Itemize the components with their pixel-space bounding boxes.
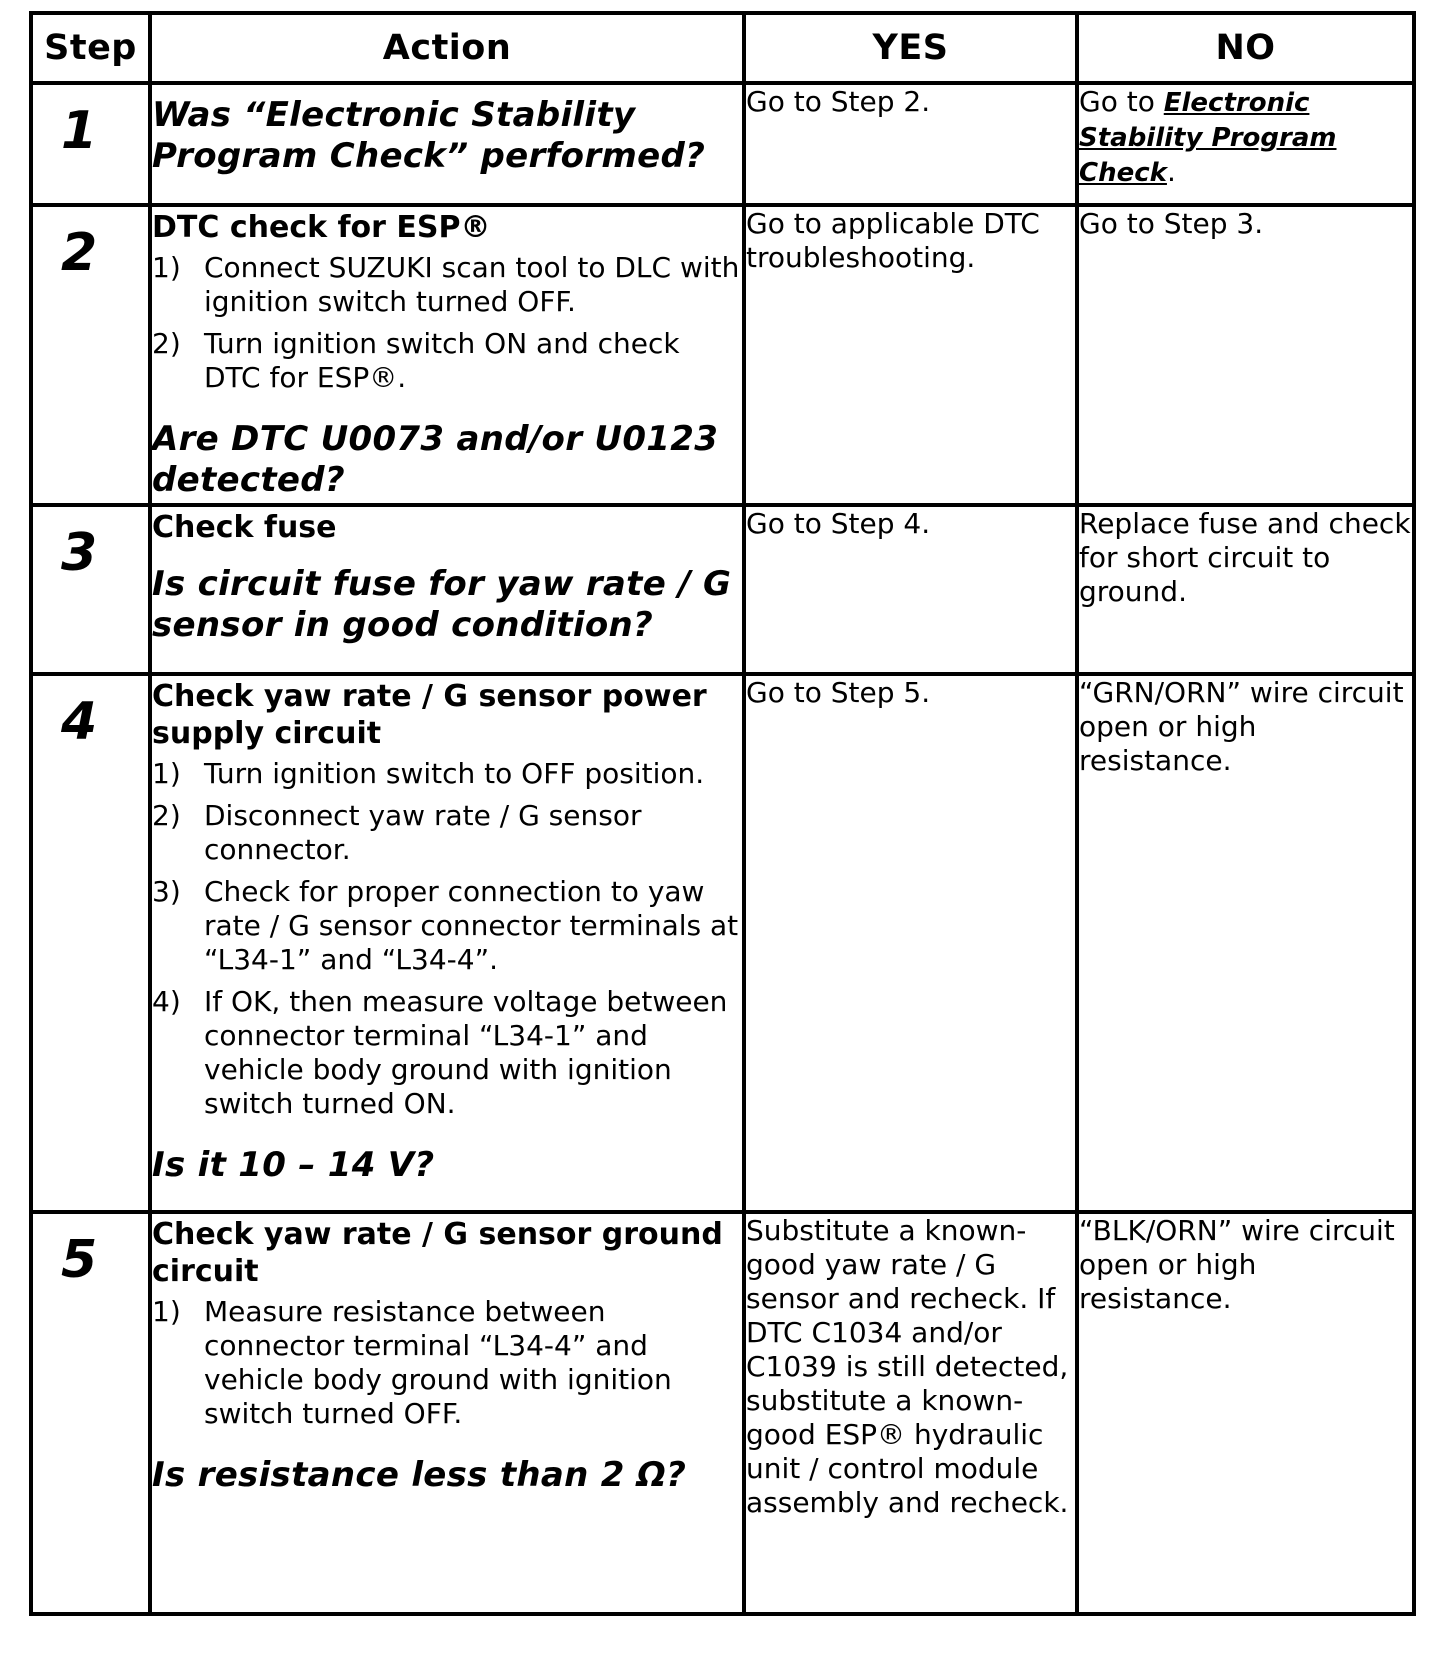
list-item-number: 1) — [152, 1295, 181, 1328]
table-row — [31, 205, 1414, 505]
yes-cell: Go to applicable DTC troubleshooting. — [744, 205, 1077, 505]
list-item — [152, 985, 742, 1121]
no-prefix: Go to — [1079, 85, 1164, 118]
no-cell: Replace fuse and check for short circuit to ground. — [1077, 505, 1414, 674]
step-number: 3 — [61, 523, 98, 583]
yes-cell: Go to Step 4. — [744, 505, 1077, 674]
action-steps — [152, 251, 742, 395]
list-item — [152, 875, 742, 977]
list-item-number: 1) — [152, 757, 181, 790]
action-question: Is circuit fuse for yaw rate / G sensor in good condition? — [152, 564, 732, 645]
action-title: Check yaw rate / G sensor power supply circuit — [152, 679, 707, 751]
list-item-text: Check for proper connection to yaw rate / G sensor connector terminals at “L34-1” and “L34-4”. — [204, 875, 739, 976]
list-item-number: 3) — [152, 875, 181, 908]
action-cell — [150, 205, 744, 505]
header-yes: YES — [744, 13, 1077, 83]
action-cell — [150, 83, 744, 205]
list-item-text: Turn ignition switch to OFF position. — [204, 757, 705, 790]
step-cell — [31, 205, 150, 505]
yes-cell: Go to Step 5. — [744, 674, 1077, 1212]
no-cell: “GRN/ORN” wire circuit open or high resistance. — [1077, 674, 1414, 1212]
list-item — [152, 327, 742, 395]
list-item-number: 1) — [152, 251, 181, 284]
action-steps — [152, 757, 742, 1121]
list-item-number: 2) — [152, 327, 181, 360]
step-number: 2 — [61, 223, 98, 283]
action-title: Check fuse — [152, 510, 337, 545]
step-cell — [31, 1212, 150, 1614]
step-cell — [31, 505, 150, 674]
action-title: Check yaw rate / G sensor ground circuit — [152, 1217, 723, 1289]
action-question: Is it 10 – 14 V? — [152, 1145, 435, 1185]
step-number: 5 — [61, 1230, 98, 1290]
table-row — [31, 83, 1414, 205]
electronic-stability-program-check-link[interactable]: Electronic Stability Program Check — [1079, 88, 1337, 188]
list-item-text: Measure resistance between connector terminal “L34-4” and vehicle body ground with ignition switch turned OFF. — [204, 1295, 672, 1430]
action-cell — [150, 674, 744, 1212]
list-item — [152, 799, 742, 867]
table-row — [31, 674, 1414, 1212]
list-item — [152, 757, 742, 791]
header-no: NO — [1077, 13, 1414, 83]
list-item-text: If OK, then measure voltage between connector terminal “L34-1” and vehicle body ground with ignition switch turned ON. — [204, 985, 728, 1120]
no-cell — [1077, 83, 1414, 205]
action-question: Was “Electronic Stability Program Check” performed? — [152, 95, 706, 176]
action-steps — [152, 1295, 742, 1431]
step-number: 4 — [61, 692, 98, 752]
list-item-text: Connect SUZUKI scan tool to DLC with ignition switch turned OFF. — [204, 251, 740, 318]
yes-cell: Substitute a known-good yaw rate / G sensor and recheck. If DTC C1034 and/or C1039 is still detected, substitute a known-good ESP® hydraulic unit / control module assembly and recheck. — [744, 1212, 1077, 1614]
header-step: Step — [31, 13, 150, 83]
list-item-text: Disconnect yaw rate / G sensor connector. — [204, 799, 642, 866]
step-cell — [31, 674, 150, 1212]
list-item-number: 2) — [152, 799, 181, 832]
table-row — [31, 1212, 1414, 1614]
no-cell: “BLK/ORN” wire circuit open or high resistance. — [1077, 1212, 1414, 1614]
table-row — [31, 505, 1414, 674]
action-title: DTC check for ESP® — [152, 210, 491, 245]
action-cell — [150, 1212, 744, 1614]
step-number: 1 — [61, 101, 98, 161]
no-suffix: . — [1166, 155, 1176, 188]
list-item — [152, 1295, 742, 1431]
step-cell — [31, 83, 150, 205]
action-question: Is resistance less than 2 Ω? — [152, 1455, 687, 1495]
troubleshooting-table — [29, 11, 1416, 1616]
list-item-text: Turn ignition switch ON and check DTC for ESP®. — [204, 327, 680, 394]
list-item-number: 4) — [152, 985, 181, 1018]
list-item — [152, 251, 742, 319]
table-header-row — [31, 13, 1414, 83]
action-question: Are DTC U0073 and/or U0123 detected? — [152, 419, 719, 500]
yes-cell: Go to Step 2. — [744, 83, 1077, 205]
no-cell: Go to Step 3. — [1077, 205, 1414, 505]
header-action: Action — [150, 13, 744, 83]
action-cell — [150, 505, 744, 674]
